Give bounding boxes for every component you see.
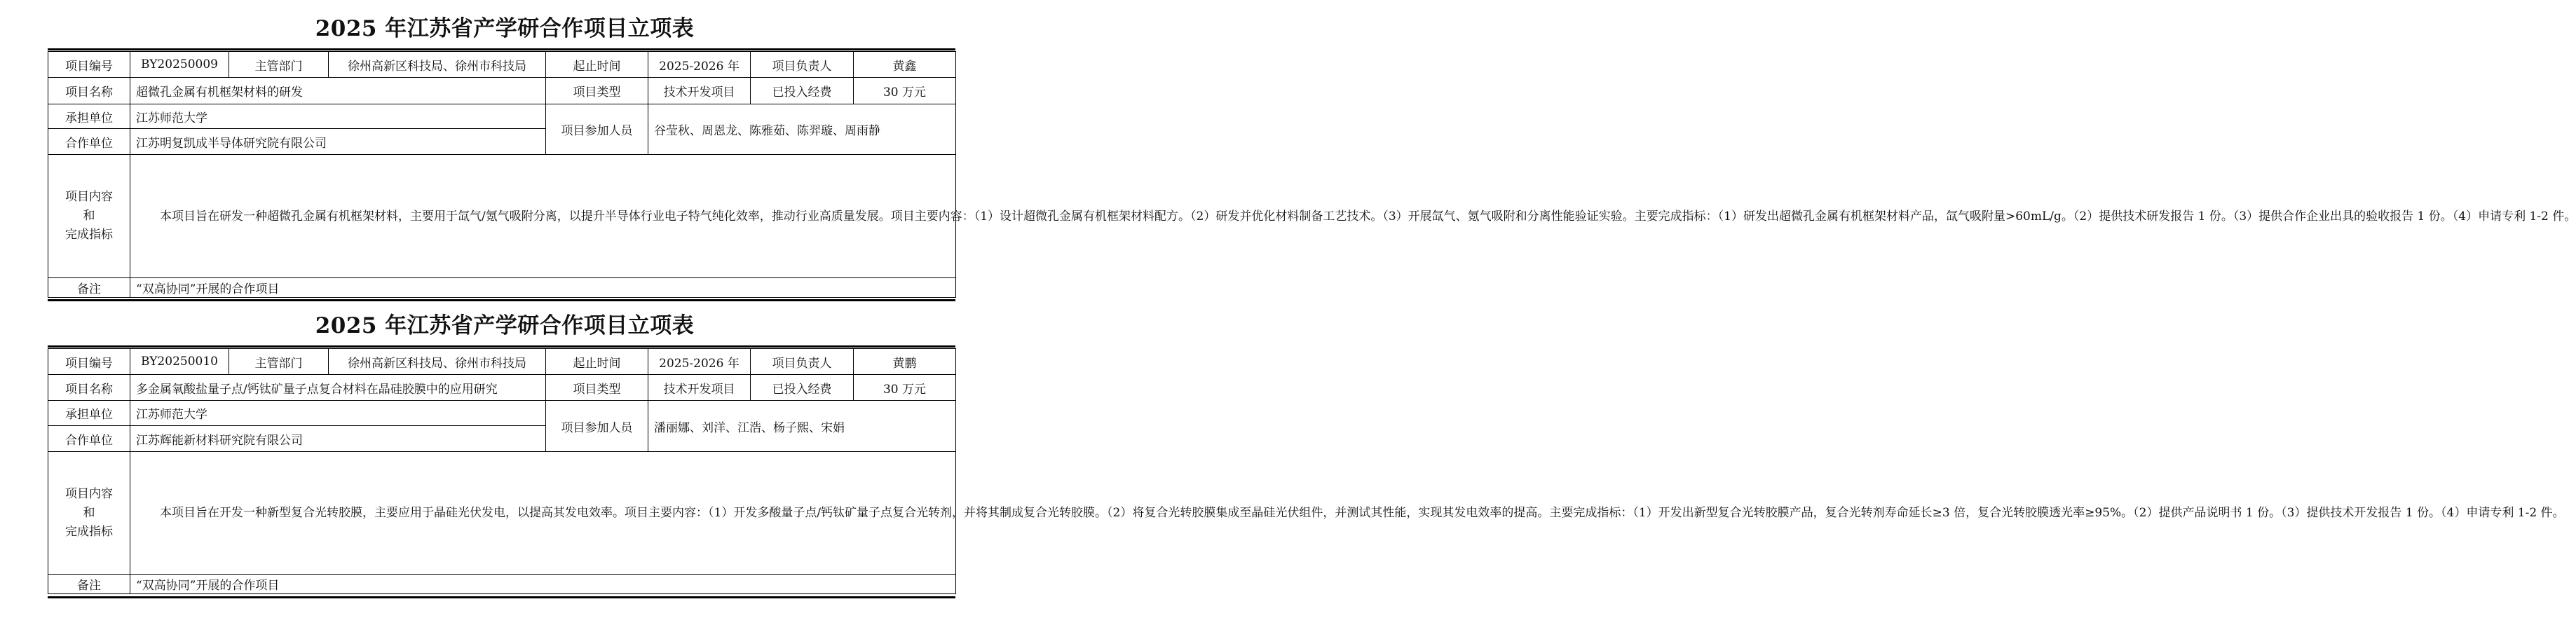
- label-funding: 已投入经费: [751, 375, 854, 401]
- period: 2025-2026 年: [648, 349, 751, 375]
- label-leader: 项目负责人: [751, 52, 854, 78]
- project-code: BY20250010: [130, 349, 229, 375]
- label-period: 起止时间: [546, 52, 648, 78]
- project-name: 超微孔金属有机框架材料的研发: [130, 78, 546, 104]
- project-code: BY20250009: [130, 52, 229, 78]
- label-members: 项目参加人员: [546, 401, 648, 452]
- label-dept: 主管部门: [229, 349, 329, 375]
- label-content-line2: 和: [83, 209, 95, 223]
- project-name: 多金属氧酸盐量子点/钙钛矿量子点复合材料在晶硅胶膜中的应用研究: [130, 375, 546, 401]
- label-project-type: 项目类型: [546, 78, 648, 104]
- label-dept: 主管部门: [229, 52, 329, 78]
- label-undertaker: 承担单位: [48, 401, 130, 426]
- label-content-line3: 完成指标: [65, 524, 113, 539]
- label-undertaker: 承担单位: [48, 104, 130, 129]
- table-top-rule: [48, 345, 955, 348]
- label-project-name: 项目名称: [48, 375, 130, 401]
- project-type: 技术开发项目: [648, 375, 751, 401]
- partner: 江苏辉能新材料研究院有限公司: [130, 426, 546, 452]
- remark: “双高协同”开展的合作项目: [130, 575, 956, 594]
- label-content-line1: 项目内容: [65, 486, 113, 501]
- dept: 徐州高新区科技局、徐州市科技局: [329, 349, 546, 375]
- table-top-rule: [48, 48, 955, 50]
- label-partner: 合作单位: [48, 426, 130, 452]
- label-remark: 备注: [48, 575, 130, 594]
- project-content: 本项目旨在研发一种超微孔金属有机框架材料，主要用于氙气/氪气吸附分离，以提升半导体行业电子特气纯化效率，推动行业高质量发展。项目主要内容：（1）设计超微孔金属有机框架材料配方。（2）研发并优化材料制备工艺技术。（3）开展氙气、氪气吸附和分离性能验证实验。主要完成指标：（1）研发出超微孔金属有机框架材料产品，氙气吸附量>60mL/g。（2）提供技术研发报告 1 份。（3）提供合作企业出具的验收报告 1 份。（4）申请专利 1-2 件。: [130, 155, 956, 278]
- label-partner: 合作单位: [48, 129, 130, 155]
- project-table: [48, 348, 2565, 594]
- dept: 徐州高新区科技局、徐州市科技局: [329, 52, 546, 78]
- label-content-line3: 完成指标: [65, 228, 113, 242]
- partner: 江苏明复凯成半导体研究院有限公司: [130, 129, 546, 155]
- leader: 黄鹏: [854, 349, 956, 375]
- label-project-code: 项目编号: [48, 349, 130, 375]
- members: 潘丽娜、刘洋、江浩、杨子熙、宋娟: [648, 401, 956, 452]
- funding: 30 万元: [854, 78, 956, 104]
- label-content: [48, 452, 130, 575]
- funding: 30 万元: [854, 375, 956, 401]
- project-type: 技术开发项目: [648, 78, 751, 104]
- label-funding: 已投入经费: [751, 78, 854, 104]
- label-project-name: 项目名称: [48, 78, 130, 104]
- label-content-line2: 和: [83, 505, 95, 520]
- undertaker: 江苏师范大学: [130, 104, 546, 129]
- table-bottom-rule: [48, 596, 955, 598]
- label-remark: 备注: [48, 278, 130, 298]
- label-content-line1: 项目内容: [65, 190, 113, 204]
- project-table: [48, 51, 2576, 298]
- table-bottom-rule: [48, 299, 955, 301]
- remark: “双高协同”开展的合作项目: [130, 278, 956, 298]
- label-content: [48, 155, 130, 278]
- form-title: 2025 年江苏省产学研合作项目立项表: [315, 16, 695, 41]
- period: 2025-2026 年: [648, 52, 751, 78]
- members: 谷莹秋、周恩龙、陈雅茹、陈羿璇、周雨静: [648, 104, 956, 155]
- label-members: 项目参加人员: [546, 104, 648, 155]
- undertaker: 江苏师范大学: [130, 401, 546, 426]
- form-title: 2025 年江苏省产学研合作项目立项表: [315, 313, 695, 338]
- label-project-code: 项目编号: [48, 52, 130, 78]
- project-content: 本项目旨在开发一种新型复合光转胶膜，主要应用于晶硅光伏发电，以提高其发电效率。项目主要内容：（1）开发多酸量子点/钙钛矿量子点复合光转剂，并将其制成复合光转胶膜。（2）将复合光转胶膜集成至晶硅光伏组件，并测试其性能，实现其发电效率的提高。主要完成指标：（1）开发出新型复合光转胶膜产品，复合光转剂寿命延长≥3 倍，复合光转胶膜透光率≥95%。（2）提供产品说明书 1 份。（3）提供技术开发报告 1 份。（4）申请专利 1-2 件。: [130, 452, 956, 575]
- leader: 黄鑫: [854, 52, 956, 78]
- label-project-type: 项目类型: [546, 375, 648, 401]
- label-leader: 项目负责人: [751, 349, 854, 375]
- label-period: 起止时间: [546, 349, 648, 375]
